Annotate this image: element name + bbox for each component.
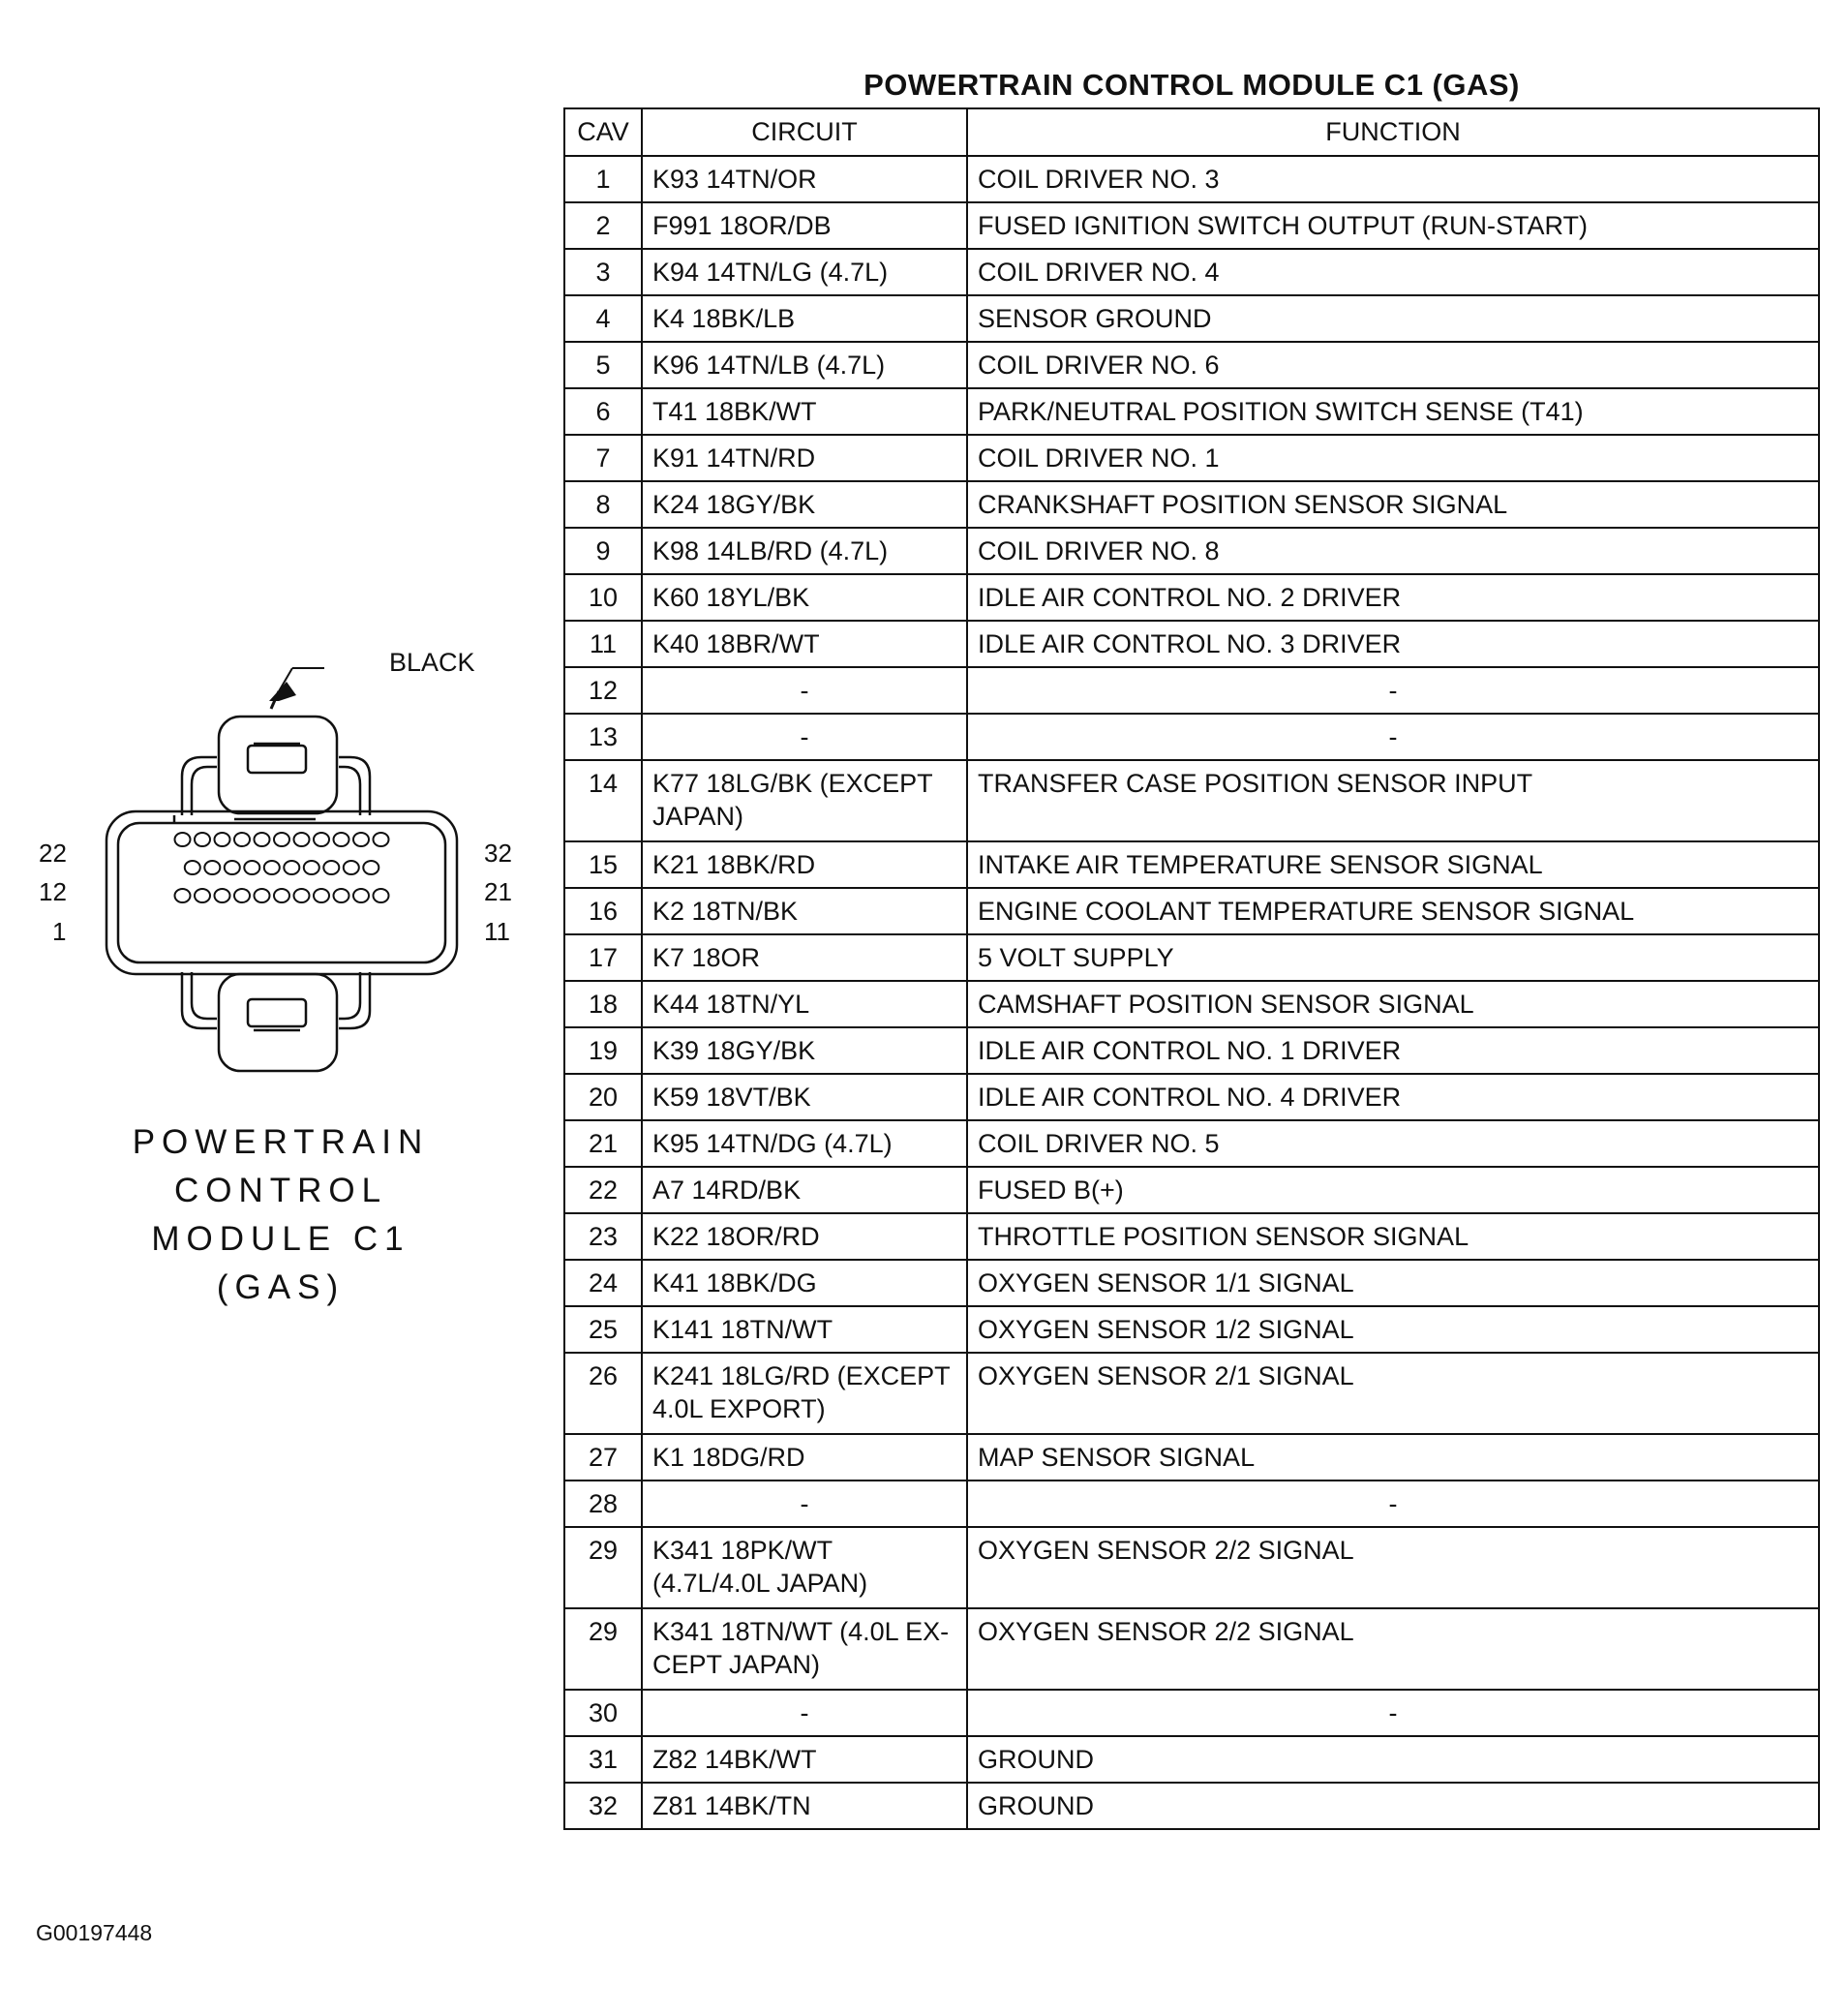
function-cell: IDLE AIR CONTROL NO. 3 DRIVER: [967, 621, 1819, 667]
header-function: FUNCTION: [967, 108, 1819, 156]
pin-label-right-top: 32: [484, 839, 512, 868]
function-cell: COIL DRIVER NO. 3: [967, 156, 1819, 202]
circuit-cell: K41 18BK/DG: [642, 1260, 967, 1306]
pin-hole: [314, 833, 329, 846]
pin-hole: [195, 889, 210, 902]
function-cell: SENSOR GROUND: [967, 295, 1819, 342]
circuit-cell: K93 14TN/OR: [642, 156, 967, 202]
cav-cell: 2: [564, 202, 642, 249]
pin-hole: [175, 833, 191, 846]
circuit-cell: K21 18BK/RD: [642, 841, 967, 888]
pin-table: [563, 107, 1820, 1830]
bottom-latch: [219, 974, 337, 1071]
function-cell: IDLE AIR CONTROL NO. 4 DRIVER: [967, 1074, 1819, 1120]
pin-hole: [314, 889, 329, 902]
circuit-cell: Z82 14BK/WT: [642, 1736, 967, 1783]
function-cell: COIL DRIVER NO. 5: [967, 1120, 1819, 1167]
function-cell: COIL DRIVER NO. 1: [967, 435, 1819, 481]
circuit-cell: T41 18BK/WT: [642, 388, 967, 435]
table-row: [564, 1306, 1819, 1353]
table-row: [564, 1608, 1819, 1690]
figure-id: G00197448: [36, 1920, 153, 1945]
table-row: [564, 528, 1819, 574]
circuit-cell: K341 18TN/WT (4.0L EX-CEPT JAPAN): [642, 1608, 967, 1690]
circuit-cell: K24 18GY/BK: [642, 481, 967, 528]
connector-color-label: BLACK: [389, 648, 475, 677]
circuit-cell: K2 18TN/BK: [642, 888, 967, 934]
table-row: [564, 1353, 1819, 1434]
pin-label-left-middle: 12: [39, 877, 67, 906]
table-row: [564, 156, 1819, 202]
cav-cell: 4: [564, 295, 642, 342]
function-cell: -: [967, 1481, 1819, 1527]
circuit-cell: -: [642, 1690, 967, 1736]
table-row: [564, 1434, 1819, 1481]
table-row: [564, 667, 1819, 714]
pin-hole: [215, 833, 230, 846]
circuit-cell: A7 14RD/BK: [642, 1167, 967, 1213]
table-row: [564, 981, 1819, 1027]
cav-cell: 13: [564, 714, 642, 760]
pin-hole: [344, 861, 359, 874]
cav-cell: 25: [564, 1306, 642, 1353]
module-name-line-1: POWERTRAIN: [132, 1123, 430, 1161]
function-cell: OXYGEN SENSOR 2/2 SIGNAL: [967, 1527, 1819, 1608]
module-name-line-2: CONTROL: [173, 1172, 388, 1209]
module-name: [106, 1118, 455, 1312]
pin-hole: [294, 889, 310, 902]
table-row: [564, 1074, 1819, 1120]
pin-label-left-top: 22: [39, 839, 67, 868]
table-row: [564, 1167, 1819, 1213]
cav-cell: 15: [564, 841, 642, 888]
pointer-arrow: [269, 668, 324, 709]
table-row: [564, 1027, 1819, 1074]
circuit-cell: K40 18BR/WT: [642, 621, 967, 667]
function-cell: PARK/NEUTRAL POSITION SWITCH SENSE (T41): [967, 388, 1819, 435]
circuit-cell: -: [642, 667, 967, 714]
cav-cell: 11: [564, 621, 642, 667]
pin-hole: [234, 833, 250, 846]
cav-cell: 1: [564, 156, 642, 202]
table-row: [564, 1120, 1819, 1167]
pin-hole: [204, 861, 220, 874]
circuit-cell: K4 18BK/LB: [642, 295, 967, 342]
function-cell: OXYGEN SENSOR 2/2 SIGNAL: [967, 1608, 1819, 1690]
function-cell: -: [967, 714, 1819, 760]
table-row: [564, 714, 1819, 760]
cav-cell: 9: [564, 528, 642, 574]
function-cell: FUSED B(+): [967, 1167, 1819, 1213]
pin-hole: [255, 833, 270, 846]
table-row: [564, 1736, 1819, 1783]
table-row: [564, 1527, 1819, 1608]
table-header-row: [564, 108, 1819, 156]
function-cell: MAP SENSOR SIGNAL: [967, 1434, 1819, 1481]
pin-hole: [304, 861, 319, 874]
circuit-cell: K1 18DG/RD: [642, 1434, 967, 1481]
cav-cell: 6: [564, 388, 642, 435]
cav-cell: 19: [564, 1027, 642, 1074]
pin-hole: [374, 889, 389, 902]
pin-hole: [274, 889, 289, 902]
top-latch: [219, 717, 337, 813]
cav-cell: 29: [564, 1608, 642, 1690]
cav-cell: 16: [564, 888, 642, 934]
cav-cell: 5: [564, 342, 642, 388]
cav-cell: 31: [564, 1736, 642, 1783]
pin-holes: [175, 833, 389, 902]
cav-cell: 24: [564, 1260, 642, 1306]
pin-label-right-bottom: 11: [484, 917, 510, 946]
cav-cell: 32: [564, 1783, 642, 1829]
cav-cell: 21: [564, 1120, 642, 1167]
circuit-cell: K141 18TN/WT: [642, 1306, 967, 1353]
pin-hole: [284, 861, 299, 874]
top-guides: [182, 757, 370, 815]
circuit-cell: K59 18VT/BK: [642, 1074, 967, 1120]
circuit-cell: K7 18OR: [642, 934, 967, 981]
function-cell: COIL DRIVER NO. 4: [967, 249, 1819, 295]
cav-cell: 26: [564, 1353, 642, 1434]
cav-cell: 7: [564, 435, 642, 481]
circuit-cell: K77 18LG/BK (EXCEPT JAPAN): [642, 760, 967, 841]
table-row: [564, 574, 1819, 621]
connector-diagram: [29, 639, 532, 1084]
circuit-cell: -: [642, 714, 967, 760]
function-cell: -: [967, 667, 1819, 714]
function-cell: COIL DRIVER NO. 6: [967, 342, 1819, 388]
module-name-line-4: (GAS): [216, 1268, 346, 1306]
circuit-cell: F991 18OR/DB: [642, 202, 967, 249]
pin-hole: [353, 889, 369, 902]
cav-cell: 14: [564, 760, 642, 841]
table-row: [564, 934, 1819, 981]
pin-hole: [175, 889, 191, 902]
cav-cell: 30: [564, 1690, 642, 1736]
function-cell: TRANSFER CASE POSITION SENSOR INPUT: [967, 760, 1819, 841]
function-cell: INTAKE AIR TEMPERATURE SENSOR SIGNAL: [967, 841, 1819, 888]
table-body: [564, 156, 1819, 1829]
table-row: [564, 1213, 1819, 1260]
cav-cell: 8: [564, 481, 642, 528]
pin-hole: [323, 861, 339, 874]
table-row: [564, 295, 1819, 342]
connector-body: [106, 811, 457, 974]
pin-hole: [294, 833, 310, 846]
cav-cell: 17: [564, 934, 642, 981]
cav-cell: 18: [564, 981, 642, 1027]
pin-hole: [225, 861, 240, 874]
circuit-cell: K39 18GY/BK: [642, 1027, 967, 1074]
function-cell: CRANKSHAFT POSITION SENSOR SIGNAL: [967, 481, 1819, 528]
pin-hole: [185, 861, 200, 874]
module-name-line-3: MODULE C1: [151, 1220, 410, 1258]
function-cell: IDLE AIR CONTROL NO. 1 DRIVER: [967, 1027, 1819, 1074]
pin-hole: [234, 889, 250, 902]
table-row: [564, 760, 1819, 841]
circuit-cell: -: [642, 1481, 967, 1527]
table-row: [564, 1260, 1819, 1306]
circuit-cell: K22 18OR/RD: [642, 1213, 967, 1260]
table-row: [564, 1783, 1819, 1829]
pin-hole: [255, 889, 270, 902]
table-row: [564, 481, 1819, 528]
circuit-cell: K95 14TN/DG (4.7L): [642, 1120, 967, 1167]
function-cell: ENGINE COOLANT TEMPERATURE SENSOR SIGNAL: [967, 888, 1819, 934]
pin-hole: [374, 833, 389, 846]
pin-hole: [334, 833, 349, 846]
function-cell: COIL DRIVER NO. 8: [967, 528, 1819, 574]
cav-cell: 28: [564, 1481, 642, 1527]
cav-cell: 10: [564, 574, 642, 621]
table-row: [564, 621, 1819, 667]
pin-hole: [363, 861, 379, 874]
pin-label-right-middle: 21: [484, 877, 512, 906]
pin-hole: [334, 889, 349, 902]
cav-cell: 27: [564, 1434, 642, 1481]
function-cell: -: [967, 1690, 1819, 1736]
circuit-cell: K96 14TN/LB (4.7L): [642, 342, 967, 388]
function-cell: 5 VOLT SUPPLY: [967, 934, 1819, 981]
pin-label-left-bottom: 1: [52, 917, 67, 946]
table-row: [564, 202, 1819, 249]
table-row: [564, 841, 1819, 888]
circuit-cell: K94 14TN/LG (4.7L): [642, 249, 967, 295]
circuit-cell: K91 14TN/RD: [642, 435, 967, 481]
cav-cell: 22: [564, 1167, 642, 1213]
table-row: [564, 388, 1819, 435]
circuit-cell: K341 18PK/WT (4.7L/4.0L JAPAN): [642, 1527, 967, 1608]
function-cell: IDLE AIR CONTROL NO. 2 DRIVER: [967, 574, 1819, 621]
circuit-cell: K60 18YL/BK: [642, 574, 967, 621]
pin-hole: [264, 861, 280, 874]
table-row: [564, 888, 1819, 934]
cav-cell: 29: [564, 1527, 642, 1608]
circuit-cell: K44 18TN/YL: [642, 981, 967, 1027]
pin-hole: [215, 889, 230, 902]
pin-hole: [195, 833, 210, 846]
table-row: [564, 249, 1819, 295]
header-cav: CAV: [564, 108, 642, 156]
function-cell: THROTTLE POSITION SENSOR SIGNAL: [967, 1213, 1819, 1260]
circuit-cell: Z81 14BK/TN: [642, 1783, 967, 1829]
circuit-cell: K241 18LG/RD (EXCEPT 4.0L EXPORT): [642, 1353, 967, 1434]
function-cell: CAMSHAFT POSITION SENSOR SIGNAL: [967, 981, 1819, 1027]
cav-cell: 20: [564, 1074, 642, 1120]
table-row: [564, 1481, 1819, 1527]
pin-hole: [274, 833, 289, 846]
table-row: [564, 435, 1819, 481]
cav-cell: 23: [564, 1213, 642, 1260]
function-cell: FUSED IGNITION SWITCH OUTPUT (RUN-START): [967, 202, 1819, 249]
header-circuit: CIRCUIT: [642, 108, 967, 156]
cav-cell: 3: [564, 249, 642, 295]
function-cell: OXYGEN SENSOR 1/1 SIGNAL: [967, 1260, 1819, 1306]
table-title: POWERTRAIN CONTROL MODULE C1 (GAS): [863, 68, 1520, 102]
table-row: [564, 1690, 1819, 1736]
circuit-cell: K98 14LB/RD (4.7L): [642, 528, 967, 574]
function-cell: GROUND: [967, 1783, 1819, 1829]
cav-cell: 12: [564, 667, 642, 714]
table-row: [564, 342, 1819, 388]
pin-hole: [244, 861, 259, 874]
function-cell: GROUND: [967, 1736, 1819, 1783]
pin-hole: [353, 833, 369, 846]
function-cell: OXYGEN SENSOR 2/1 SIGNAL: [967, 1353, 1819, 1434]
function-cell: OXYGEN SENSOR 1/2 SIGNAL: [967, 1306, 1819, 1353]
